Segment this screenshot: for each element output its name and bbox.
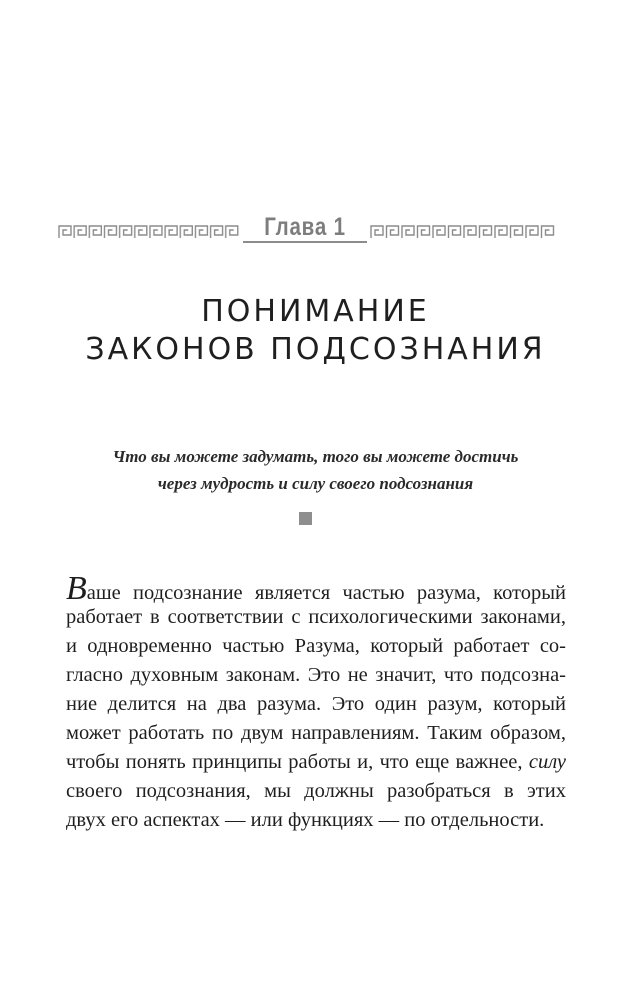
paragraph-line-3: и одновременно частью Разума, который работает со- — [66, 635, 566, 657]
paragraph-line-7-text: чтобы понять принципы работы и, что еще важнее, — [66, 751, 529, 773]
paragraph-line-1 — [66, 570, 566, 607]
paragraph-line-8: своего подсознания, мы должны разобраться в этих — [66, 780, 566, 802]
epigraph-line-1: Что вы можете задумать, того вы можете достичь — [112, 447, 519, 466]
drop-cap-letter: В — [66, 570, 87, 607]
paragraph-line-9: двух его аспектах — или функциях — по отдельности. — [66, 809, 545, 831]
epigraph-line-2: через мудрость и силу своего подсознания — [157, 474, 474, 493]
paragraph-line-5: ние делится на два разума. Это один разум, который — [66, 693, 566, 715]
body-paragraph — [66, 570, 566, 835]
chapter-title-line-1: ПОНИМАНИЕ — [201, 294, 430, 329]
paragraph-line-6: может работать по двум направлениям. Таким образом, — [66, 722, 566, 744]
emphasis-word: силу — [528, 751, 566, 773]
paragraph-line-1-text: аше подсознание является частью разума, который — [86, 582, 566, 604]
paragraph-line-4: гласно духовным законам. Это не значит, что подсозна- — [66, 664, 566, 686]
section-separator-square-icon — [299, 512, 312, 525]
epigraph — [0, 443, 631, 497]
greek-key-ornament-right-icon — [370, 225, 556, 239]
paragraph-line-2: работает в соответствии с психологическими законами, — [66, 606, 566, 628]
chapter-title — [0, 293, 631, 369]
chapter-heading-bar — [56, 212, 556, 244]
chapter-title-line-2: ЗАКОНОВ ПОДСОЗНАНИЯ — [85, 332, 546, 367]
paragraph-line-7 — [66, 748, 566, 777]
greek-key-ornament-left-icon — [58, 225, 240, 239]
chapter-number-label: Глава 1 — [264, 213, 346, 241]
